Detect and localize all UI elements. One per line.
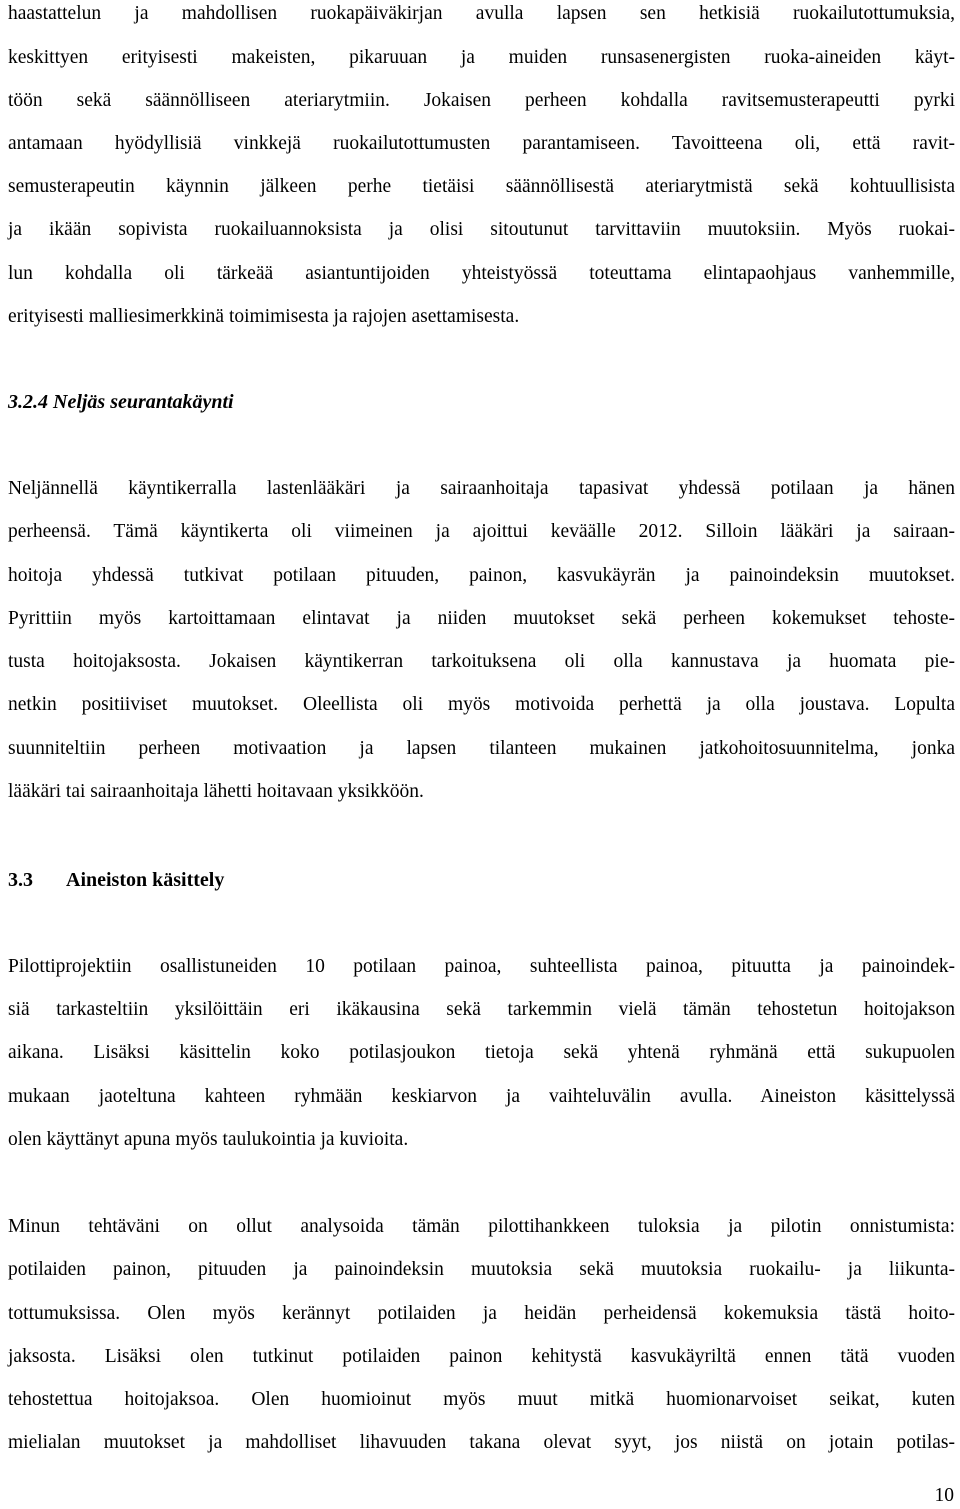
text-line: lääkäri tai sairaanhoitaja lähetti hoitavaan yksikköön. [8, 781, 424, 802]
text-line: Minun tehtäväni on ollut analysoida tämän pilottihankkeen tuloksia ja pilotin onnistumista: [8, 1216, 955, 1237]
text-line: tehostettua hoitojaksoa. Olen huomioinut myös muut mitkä huomionarvoiset seikat, kuten [8, 1389, 955, 1410]
text-line: mielialan muutokset ja mahdolliset lihavuuden takana olevat syyt, jos niistä on jotain potilas- [8, 1432, 955, 1453]
text-line: keskittyen erityisesti makeisten, pikaruuan ja muiden runsasenergisten ruoka-aineiden käyt- [8, 47, 955, 68]
text-line: perheensä. Tämä käyntikerta oli viimeinen ja ajoittui keväälle 2012. Silloin lääkäri ja sairaan- [8, 521, 955, 542]
section-title: Neljäs seurantakäynti [53, 391, 234, 413]
section-number: 3.2.4 [8, 391, 48, 413]
text-line: siä tarkasteltiin yksilöittäin eri ikäkausina sekä tarkemmin vielä tämän tehostetun hoitojakson [8, 999, 955, 1020]
text-line: semusterapeutin käynnin jälkeen perhe tietäisi säännöllisestä ateriarytmistä sekä kohtuullisista [8, 176, 955, 197]
text-line: haastattelun ja mahdollisen ruokapäiväkirjan avulla lapsen sen hetkisiä ruokailutottumuksia, [8, 3, 955, 24]
text-line: Neljännellä käyntikerralla lastenlääkäri ja sairaanhoitaja tapasivat yhdessä potilaan ja hänen [8, 478, 955, 499]
text-line: suunniteltiin perheen motivaation ja lapsen tilanteen mukainen jatkohoitosuunnitelma, jonka [8, 738, 955, 759]
text-line: netkin positiiviset muutokset. Oleellista oli myös motivoida perhettä ja olla joustava. Lopulta [8, 694, 955, 715]
text-line: aikana. Lisäksi käsittelin koko potilasjoukon tietoja sekä yhtenä ryhmänä että sukupuolen [8, 1042, 955, 1063]
text-line: töön sekä säännölliseen ateriarytmiin. Jokaisen perheen kohdalla ravitsemusterapeutti pyrki [8, 90, 955, 111]
text-line: Pyrittiin myös kartoittamaan elintavat ja niiden muutokset sekä perheen kokemukset tehoste- [8, 608, 955, 629]
text-line: potilaiden painon, pituuden ja painoindeksin muutoksia sekä muutoksia ruokailu- ja liikunta- [8, 1259, 955, 1280]
section-title: Aineiston käsittely [66, 869, 225, 891]
text-line: lun kohdalla oli tärkeää asiantuntijoiden yhteistyössä toteuttama elintapaohjaus vanhemmille, [8, 263, 955, 284]
section-heading-3-2-4 [8, 390, 234, 414]
text-line: antamaan hyödyllisiä vinkkejä ruokailutottumusten parantamiseen. Tavoitteena oli, että ravit- [8, 133, 955, 154]
section-number: 3.3 [8, 869, 33, 891]
text-line: Pilottiprojektiin osallistuneiden 10 potilaan painoa, suhteellista painoa, pituutta ja painoindek- [8, 956, 955, 977]
text-line: jaksosta. Lisäksi olen tutkinut potilaiden painon kehitystä kasvukäyriltä ennen tätä vuoden [8, 1346, 955, 1367]
text-line: mukaan jaoteltuna kahteen ryhmään keskiarvon ja vaihteluvälin avulla. Aineiston käsittelyssä [8, 1086, 955, 1107]
text-line: olen käyttänyt apuna myös taulukointia ja kuvioita. [8, 1129, 409, 1150]
text-line: tottumuksissa. Olen myös kerännyt potilaiden ja heidän perheidensä kokemuksia tästä hoito- [8, 1303, 955, 1324]
text-line: hoitoja yhdessä tutkivat potilaan pituuden, painon, kasvukäyrän ja painoindeksin muutokset. [8, 565, 955, 586]
page-number: 10 [934, 1485, 954, 1506]
text-line: erityisesti malliesimerkkinä toimimisesta ja rajojen asettamisesta. [8, 306, 520, 327]
text-line: tusta hoitojaksosta. Jokaisen käyntikerran tarkoituksena oli olla kannustava ja huomata pie- [8, 651, 955, 672]
section-heading-3-3 [8, 868, 224, 892]
text-line: ja ikään sopivista ruokailuannoksista ja olisi sitoutunut tarvittaviin muutoksiin. Myös ruokai- [8, 219, 955, 240]
